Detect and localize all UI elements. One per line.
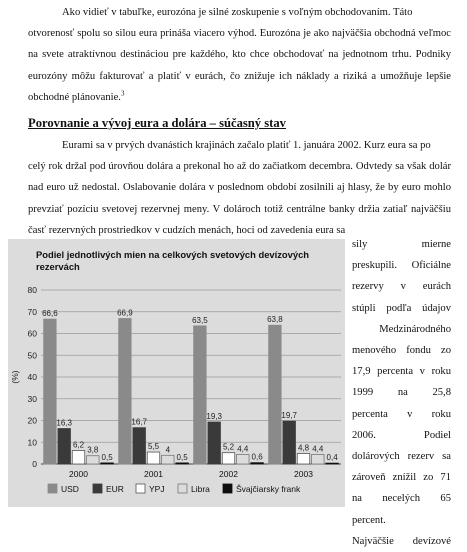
bar-usd xyxy=(119,318,131,464)
bar-eur xyxy=(208,422,221,464)
data-label: 0,5 xyxy=(176,452,188,462)
euro-dollar-paragraph xyxy=(28,135,451,241)
legend-label: USD xyxy=(61,484,79,494)
bar-švajčiarsky-frank xyxy=(176,463,189,464)
bar-usd xyxy=(269,325,282,464)
bar-eur xyxy=(283,421,296,464)
data-label: 0,6 xyxy=(251,452,263,462)
right-column-line: Najväčšie devízové xyxy=(352,535,451,547)
x-tick-label: 2002 xyxy=(219,469,238,479)
bar-ypj xyxy=(297,454,310,464)
currency-reserves-chart xyxy=(8,239,345,507)
y-tick-label: 10 xyxy=(27,437,37,448)
bar-ypj xyxy=(222,453,235,464)
right-column-line: Medzinárodného xyxy=(379,323,451,335)
x-tick-label: 2000 xyxy=(69,469,88,479)
bar-libra xyxy=(237,454,250,464)
data-label: 4,4 xyxy=(237,444,249,454)
right-column-line: 2006. Podiel xyxy=(352,429,451,441)
y-tick-label: 20 xyxy=(27,415,37,426)
right-column-line: sily mierne xyxy=(352,239,451,250)
para1-line: otvorenosť spolu so silou eura prináša viacero výhod. Eurozóna je ako najväčšia obchodná xyxy=(28,28,416,40)
data-label: 16,7 xyxy=(131,417,147,427)
y-tick-label: 40 xyxy=(27,372,37,382)
legend-swatch xyxy=(136,484,145,493)
data-label: 66,6 xyxy=(42,309,58,319)
data-label: 0,4 xyxy=(326,453,338,463)
para2-line: euro mohlo prevziať pozíciu svetovej rezervnej meny. V dolároch totiž centrálne banky držia xyxy=(28,182,451,215)
legend-swatch xyxy=(223,484,232,493)
right-column-line: 17,9 percenta v roku xyxy=(352,366,451,378)
chart-title-line: Podiel jednotlivých mien na celkových svetových devízových xyxy=(36,249,310,260)
data-label: 16,3 xyxy=(56,418,72,428)
data-label: 6,2 xyxy=(72,440,85,450)
data-label: 19,7 xyxy=(281,411,297,421)
data-label: 5,2 xyxy=(222,442,235,452)
para2-line: celý rok držal pod úrovňou dolára a prekonal ho až do začiatkom decembra. Odvtedy sa však xyxy=(28,161,427,173)
chart-title xyxy=(36,249,336,273)
y-tick-label: 0 xyxy=(32,459,37,469)
bar-ypj xyxy=(72,451,85,464)
data-label: 5,5 xyxy=(147,442,160,452)
legend-label: Libra xyxy=(191,484,210,494)
bar-usd xyxy=(194,326,207,464)
data-label: 0,5 xyxy=(101,452,113,462)
bar-ypj xyxy=(147,452,160,464)
x-tick-label: 2003 xyxy=(294,469,313,479)
right-column-line: menového fondu zo xyxy=(352,345,451,357)
y-tick-label: 60 xyxy=(27,328,37,339)
right-column-text xyxy=(352,234,451,552)
data-label: 4,8 xyxy=(297,443,310,453)
intro-paragraph xyxy=(28,2,451,108)
bar-švajčiarsky-frank xyxy=(101,463,114,464)
y-tick-label: 70 xyxy=(27,306,37,317)
y-axis-label: (%) xyxy=(10,370,20,384)
para1-line: Ako vidieť v tabuľke, eurozóna je silné zoskupenie s voľným obchodovaním. Táto xyxy=(62,7,413,18)
bar-švajčiarsky-frank xyxy=(326,463,339,464)
footnote-marker: 3 xyxy=(120,89,125,98)
right-column-line: zároveň znížil zo 71 xyxy=(352,472,451,484)
legend-label: Švajčiarsky frank xyxy=(236,484,301,494)
legend-label: EUR xyxy=(106,484,124,494)
y-tick-label: 30 xyxy=(27,393,37,404)
bar-eur xyxy=(58,429,70,464)
legend-swatch xyxy=(178,484,187,493)
legend-swatch xyxy=(93,484,102,493)
data-label: 63,5 xyxy=(192,315,208,325)
para1-line: veľmoc na svete atraktívnou destináciou pre každého, kto chce obchodovať na jednotnom xyxy=(28,28,451,61)
y-tick-label: 50 xyxy=(27,350,37,361)
legend-label: YPJ xyxy=(149,484,165,494)
bar-libra xyxy=(87,456,100,464)
legend-swatch xyxy=(48,484,57,493)
right-column-line: stúpli podľa údajov xyxy=(352,302,451,314)
chart-svg xyxy=(8,239,345,507)
bar-libra xyxy=(312,454,325,464)
para2-line: dolár nad euro už nedostal. Oslabovanie dolára v poslednom období zosilnili aj hlasy, že by xyxy=(28,161,451,194)
chart-title-line: rezervách xyxy=(36,261,80,272)
para1-line: trhu. Podniky eurozóny môžu fakturovať a platiť v eurách, čo znižuje ich náklady a riziká xyxy=(28,49,451,82)
right-column-line: percenta v roku xyxy=(352,408,451,420)
data-label: 4,4 xyxy=(312,444,324,454)
data-label: 4 xyxy=(165,445,171,455)
bar-švajčiarsky-frank xyxy=(251,463,264,464)
right-column-line: 1999 na 25,8 xyxy=(352,387,451,399)
data-label: 19,3 xyxy=(206,412,222,422)
data-label: 63,8 xyxy=(267,315,283,325)
right-column-line: preskupili. Oficiálne xyxy=(352,260,451,272)
right-column-line: dolárových rezerv sa xyxy=(352,451,451,463)
para2-line: Eurami sa v prvých dvanástich krajinách začalo platiť 1. januára 2002. Kurz eura sa po xyxy=(62,140,431,151)
y-tick-label: 80 xyxy=(27,285,37,295)
bar-libra xyxy=(162,455,175,464)
para1-line: a umožňuje lepšie obchodné plánovanie. xyxy=(28,70,451,103)
right-column-line: percent. xyxy=(352,514,386,526)
para2-line: zatiaľ najväčšiu časť rezervných prostriedkov v cudzích menách, hoci od zavedenia eura sa xyxy=(28,203,451,236)
x-tick-label: 2001 xyxy=(144,469,163,479)
bar-usd xyxy=(44,319,57,464)
right-column-line: rezervy v eurách xyxy=(352,281,451,293)
section-heading: Porovnanie a vývoj eura a dolára – súčasný stav xyxy=(28,116,286,130)
data-label: 66,9 xyxy=(117,308,133,318)
data-label: 3,8 xyxy=(87,445,99,455)
right-column-line: na necelých 65 xyxy=(352,493,451,505)
bar-eur xyxy=(133,428,146,464)
